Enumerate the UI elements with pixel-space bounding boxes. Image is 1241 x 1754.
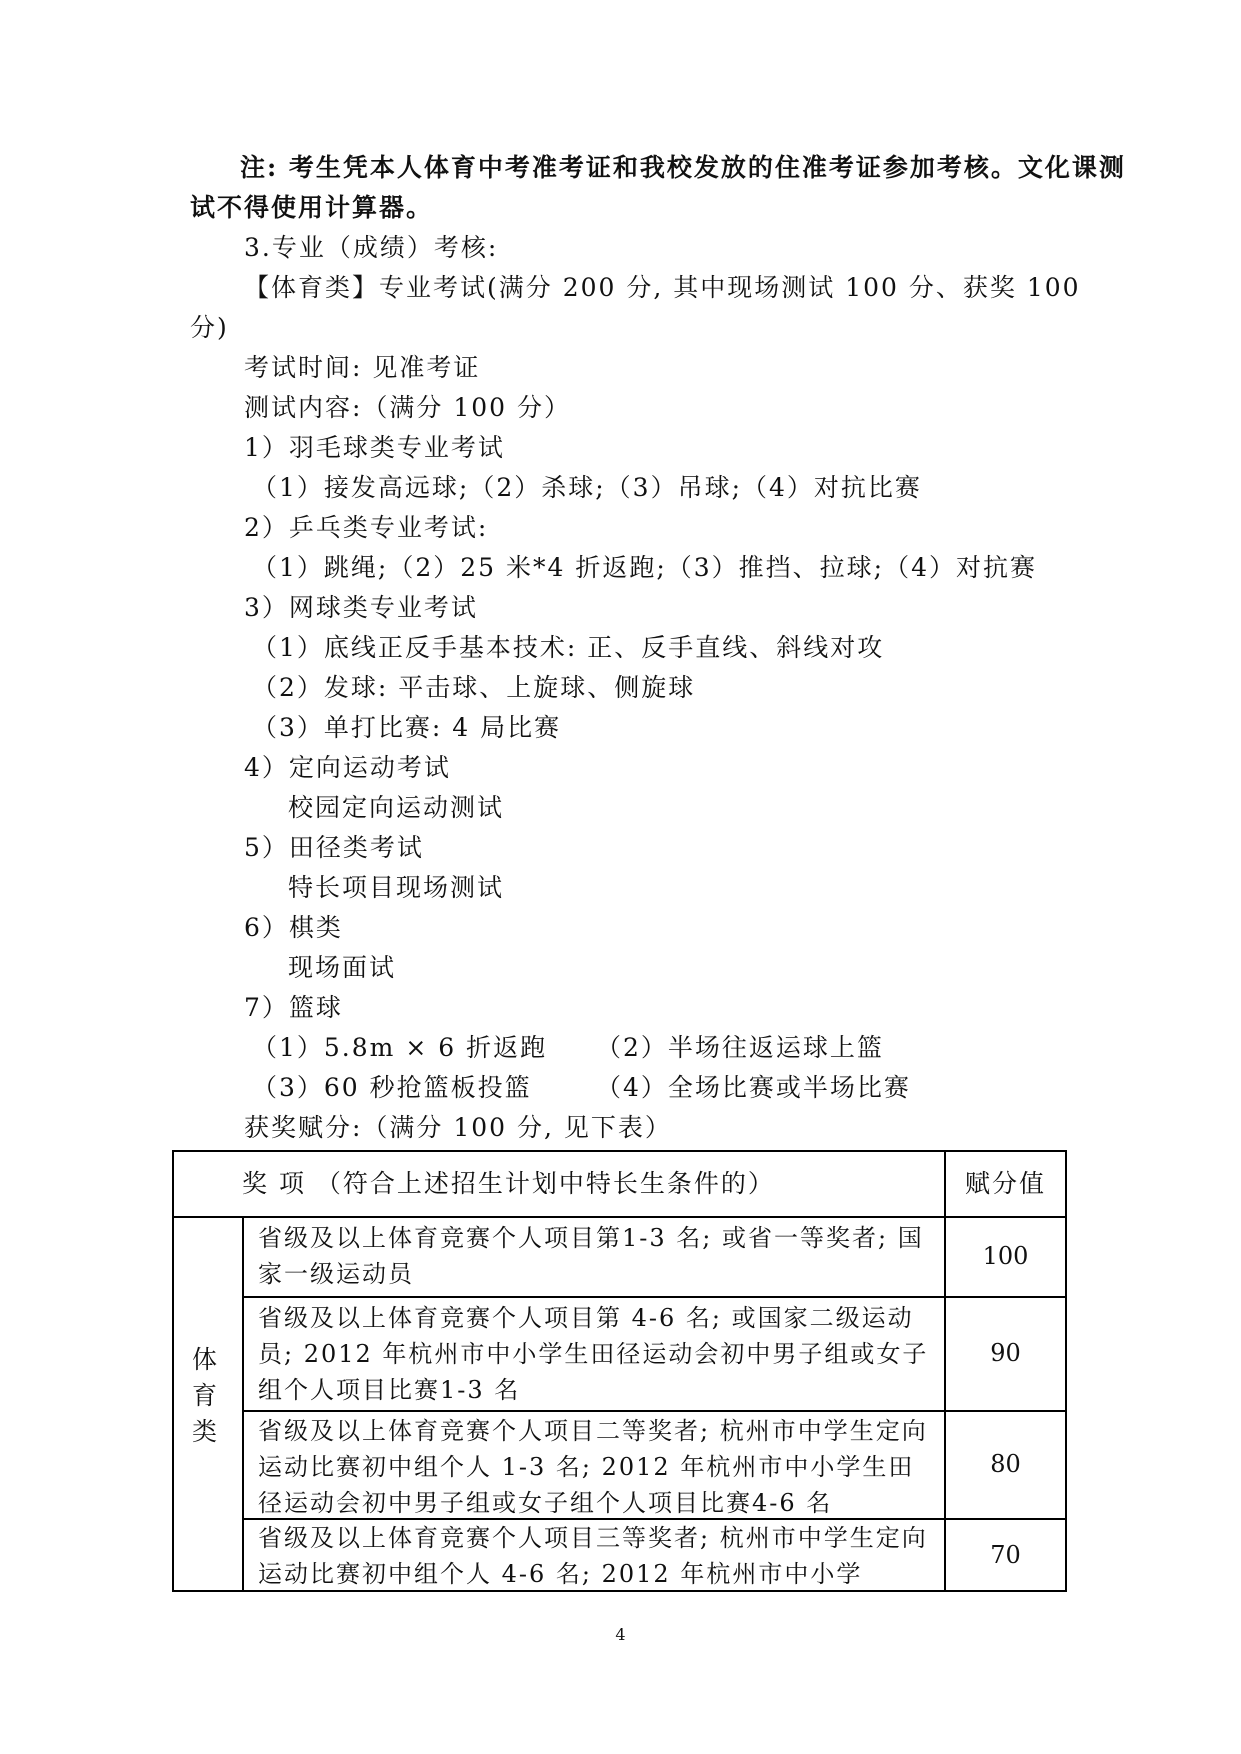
table-row-award: 省级及以上体育竞赛个人项目第 4-6 名; 或国家二级运动员; 2012 年杭州市中小学生田径运动会初中男子组或女子组个人项目比赛1-3 名: [258, 1304, 929, 1404]
list-item: （2）发球: 平击球、上旋球、侧旋球: [252, 673, 696, 702]
list-item: 2）乒乓类专业考试:: [244, 513, 489, 542]
table-row-award: 省级及以上体育竞赛个人项目第1-3 名; 或省一等奖者; 国家一级运动员: [258, 1224, 924, 1288]
basketball-item-3: （3）60 秒抢篮板投篮: [252, 1073, 532, 1102]
note-line-2: 试不得使用计算器。: [190, 193, 434, 222]
category-label: 体育类: [192, 1345, 218, 1446]
table-divider: [174, 1216, 1065, 1218]
table-divider: [242, 1410, 1065, 1412]
list-item: 7）篮球: [244, 993, 343, 1022]
table-row-score: 70: [990, 1541, 1021, 1569]
table-row-score: 80: [990, 1450, 1021, 1478]
exam-time: 考试时间: 见准考证: [244, 353, 481, 382]
list-item: 5）田径类考试: [244, 833, 424, 862]
table-row-award: 省级及以上体育竞赛个人项目三等奖者; 杭州市中学生定向运动比赛初中组个人 4-6 名; 2012 年杭州市中小学: [258, 1524, 928, 1588]
section-title: 3.专业（成绩）考核:: [244, 233, 499, 262]
table-header-score: 赋分值: [964, 1169, 1046, 1198]
list-item: 校园定向运动测试: [288, 793, 505, 822]
basketball-item-1: （1）5.8m × 6 折返跑: [252, 1033, 548, 1062]
list-item: （1）跳绳;（2）25 米*4 折返跑;（3）推挡、拉球;（4）对抗赛: [252, 553, 1038, 582]
note-line-1: 注: 考生凭本人体育中考准考证和我校发放的住准考证参加考核。文化课测: [240, 153, 1126, 182]
table-row-award: 省级及以上体育竞赛个人项目二等奖者; 杭州市中学生定向运动比赛初中组个人 1-3 名; 2012 年杭州市中小学生田径运动会初中男子组或女子组个人项目比赛4-6 名: [258, 1417, 928, 1517]
list-item: 现场面试: [288, 953, 397, 982]
list-item: 1）羽毛球类专业考试: [244, 433, 505, 462]
page-number: 4: [615, 1625, 626, 1644]
list-item: 6）棋类: [244, 913, 343, 942]
table-divider: [242, 1216, 244, 1590]
basketball-item-4: （4）全场比赛或半场比赛: [596, 1073, 911, 1102]
sports-exam-line-2: 分): [190, 313, 229, 342]
list-item: （3）单打比赛: 4 局比赛: [252, 713, 562, 742]
list-item: 4）定向运动考试: [244, 753, 451, 782]
list-item: 特长项目现场测试: [288, 873, 505, 902]
table-divider: [242, 1296, 1065, 1298]
list-item: 3）网球类专业考试: [244, 593, 478, 622]
table-divider: [944, 1152, 946, 1590]
list-item: （1）底线正反手基本技术: 正、反手直线、斜线对攻: [252, 633, 885, 662]
award-table: [172, 1150, 1067, 1592]
basketball-item-2: （2）半场往返运球上篮: [596, 1033, 884, 1062]
test-content: 测试内容:（满分 100 分）: [244, 393, 572, 422]
sports-exam-line-1: 【体育类】专业考试(满分 200 分, 其中现场测试 100 分、获奖 100: [244, 273, 1081, 302]
table-row-score: 100: [982, 1242, 1029, 1270]
table-row-score: 90: [990, 1339, 1021, 1367]
award-intro: 获奖赋分:（满分 100 分, 见下表）: [244, 1113, 672, 1142]
list-item: （1）接发高远球;（2）杀球;（3）吊球;（4）对抗比赛: [252, 473, 922, 502]
table-header-award: 奖 项 （符合上述招生计划中特长生条件的）: [242, 1169, 775, 1198]
